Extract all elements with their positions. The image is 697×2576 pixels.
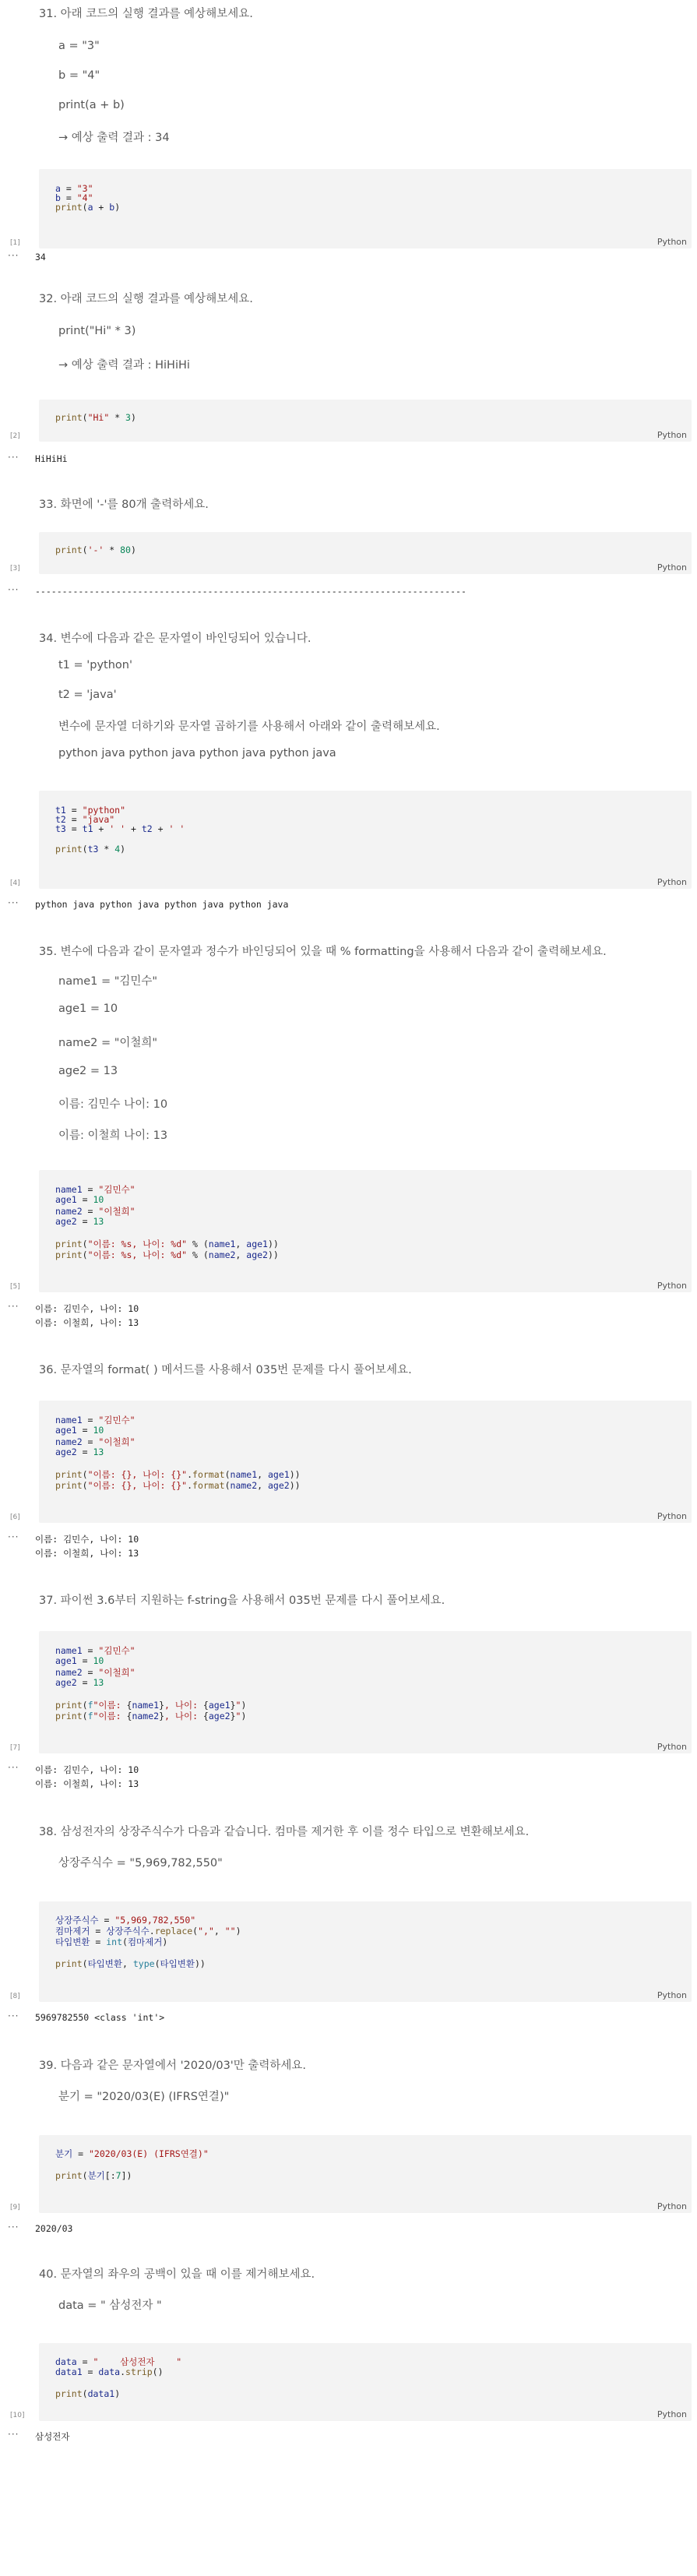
language-label[interactable]: Python [657,237,687,247]
code-cell[interactable] [10,1401,692,1523]
code-line: print(타입변환, type(타입변환)) [55,1958,206,1969]
question-detail: python java python java python java python java [58,747,336,759]
code-line: age2 = 13 [55,1677,104,1688]
code-line: print("이름: {}, 나이: {}".format(name1, age1)) [55,1469,301,1480]
question-title: 38. 삼성전자의 상장주식수가 다음과 같습니다. 컴마를 제거한 후 이를 정수 타입으로 변환해보세요. [39,1826,530,1838]
question-detail: b = "4" [58,69,100,82]
code-line: print(t3 * 4) [55,844,126,855]
language-label[interactable]: Python [657,1742,687,1752]
question-detail: t2 = 'java' [58,689,117,701]
code-cell[interactable] [10,1901,692,2002]
code-cell[interactable] [10,2343,692,2421]
output-line: 이름: 이철희, 나이: 13 [35,1317,139,1328]
code-line: name2 = "이철희" [55,1436,136,1447]
question-title: 33. 화면에 '-'를 80개 출력하세요. [39,499,209,511]
execution-count: [5] [10,1283,20,1291]
question-detail: 이름: 김민수 나이: 10 [58,1098,168,1111]
execution-count: [1] [10,239,20,247]
code-line: name1 = "김민수" [55,1415,136,1425]
code-line: data = " 삼성전자 " [55,2356,182,2367]
output-line: 5969782550 <class 'int'> [35,2012,165,2023]
output-toggle-icon[interactable]: ··· [8,250,19,261]
output-toggle-icon[interactable]: ··· [8,1762,19,1773]
output-toggle-icon[interactable]: ··· [8,2010,19,2021]
code-line: print("Hi" * 3) [55,412,136,423]
output-toggle-icon[interactable]: ··· [8,1531,19,1542]
execution-count: [4] [10,879,20,887]
question-detail: name1 = "김민수" [58,975,158,988]
question-detail: 상장주식수 = "5,969,782,550" [58,1857,223,1869]
question-detail: a = "3" [58,40,100,52]
code-line: name1 = "김민수" [55,1184,136,1195]
output-toggle-icon[interactable]: ··· [8,897,19,908]
output-line: 삼성전자 [35,2431,70,2442]
code-line: t1 = "python" [55,805,126,816]
question-detail: data = " 삼성전자 " [58,2299,162,2312]
code-line: b = "4" [55,192,93,203]
code-line: name2 = "이철희" [55,1667,136,1678]
question-detail: 이름: 이철희 나이: 13 [58,1129,168,1142]
output-line: HiHiHi [35,453,68,464]
code-line: age2 = 13 [55,1447,104,1457]
code-line: age1 = 10 [55,1194,104,1205]
language-label[interactable]: Python [657,562,687,573]
language-label[interactable]: Python [657,877,687,887]
execution-count: [10] [10,2412,25,2419]
code-cell[interactable] [10,1631,692,1753]
code-line: print(data1) [55,2388,121,2399]
code-line: print(a + b) [55,202,121,213]
output-line: 이름: 김민수, 나이: 10 [35,1534,139,1545]
output-line: 이름: 이철희, 나이: 13 [35,1548,139,1559]
code-line: print("이름: %s, 나이: %d" % (name2, age2)) [55,1249,279,1260]
question-detail: 분기 = "2020/03(E) (IFRS연결)" [58,2091,230,2103]
output-line: 이름: 이철희, 나이: 13 [35,1778,139,1789]
code-line: print(분기[:7]) [55,2170,132,2181]
output-toggle-icon[interactable]: ··· [8,452,19,463]
execution-count: [2] [10,432,20,440]
output-line: 34 [35,252,46,263]
execution-count: [3] [10,565,20,573]
output-toggle-icon[interactable]: ··· [8,584,19,595]
question-title: 31. 아래 코드의 실행 결과를 예상해보세요. [39,8,253,20]
code-cell[interactable] [10,791,692,889]
code-line: data1 = data.strip() [55,2366,164,2377]
output-line: 이름: 김민수, 나이: 10 [35,1764,139,1775]
code-line: 상장주식수 = "5,969,782,550" [55,1915,196,1926]
output-line: -------------------------------------------------------------------------------- [35,586,466,597]
code-line: print(f"이름: {name2}, 나이: {age2}") [55,1711,247,1721]
code-line: age1 = 10 [55,1425,104,1436]
code-line: print(f"이름: {name1}, 나이: {age1}") [55,1700,247,1711]
code-line: name1 = "김민수" [55,1645,136,1656]
code-line: name2 = "이철희" [55,1206,136,1217]
code-line: a = "3" [55,183,93,194]
code-line: t3 = t1 + ' ' + t2 + ' ' [55,823,185,834]
execution-count: [8] [10,1993,20,2000]
language-label[interactable]: Python [657,430,687,440]
code-cell[interactable] [10,532,692,574]
question-detail: print(a + b) [58,99,125,111]
code-line: 컴마제거 = 상장주식수.replace(",", "") [55,1926,241,1936]
code-line: t2 = "java" [55,814,115,825]
code-line: 타입변환 = int(컴마제거) [55,1936,168,1947]
code-line: age2 = 13 [55,1216,104,1227]
question-title: 34. 변수에 다음과 같은 문자열이 바인딩되어 있습니다. [39,633,312,645]
language-label[interactable]: Python [657,1511,687,1521]
language-label[interactable]: Python [657,1281,687,1291]
code-line: age1 = 10 [55,1655,104,1666]
question-detail: age1 = 10 [58,1003,118,1015]
output-toggle-icon[interactable]: ··· [8,2429,19,2440]
code-line: print("이름: {}, 나이: {}".format(name2, age2)) [55,1480,301,1491]
output-line: 2020/03 [35,2223,73,2234]
question-title: 39. 다음과 같은 문자열에서 '2020/03'만 출력하세요. [39,2060,307,2072]
code-line: print('-' * 80) [55,544,136,555]
output-line: 이름: 김민수, 나이: 10 [35,1303,139,1314]
question-title: 40. 문자열의 좌우의 공백이 있을 때 이를 제거해보세요. [39,2268,315,2281]
question-detail: 변수에 문자열 더하기와 문자열 곱하기를 사용해서 아래와 같이 출력해보세요. [58,721,440,733]
code-cell[interactable] [10,1170,692,1292]
question-title: 32. 아래 코드의 실행 결과를 예상해보세요. [39,293,253,305]
code-cell[interactable] [10,169,692,248]
question-title: 36. 문자열의 format( ) 메서드를 사용해서 035번 문제를 다시 풀어보세요. [39,1364,412,1376]
execution-count: [9] [10,2204,20,2211]
question-detail: name2 = "이철희" [58,1037,158,1049]
code-cell[interactable] [10,2135,692,2213]
output-toggle-icon[interactable]: ··· [8,1301,19,1312]
question-detail: age2 = 13 [58,1065,118,1077]
execution-count: [7] [10,1744,20,1752]
code-line: print("이름: %s, 나이: %d" % (name1, age1)) [55,1239,279,1249]
question-detail: print("Hi" * 3) [58,325,136,337]
question-detail: → 예상 출력 결과 : HiHiHi [58,359,190,372]
language-label[interactable]: Python [657,2409,687,2419]
code-line: 분기 = "2020/03(E) (IFRS연결)" [55,2148,209,2159]
question-title: 35. 변수에 다음과 같이 문자열과 정수가 바인딩되어 있을 때 % formatting을 사용해서 다음과 같이 출력해보세요. [39,946,607,958]
question-title: 37. 파이썬 3.6부터 지원하는 f-string을 사용해서 035번 문제를 다시 풀어보세요. [39,1595,445,1607]
language-label[interactable]: Python [657,1990,687,2000]
execution-count: [6] [10,1514,20,1521]
language-label[interactable]: Python [657,2201,687,2211]
question-detail: t1 = 'python' [58,659,132,671]
question-detail: → 예상 출력 결과 : 34 [58,132,170,144]
output-toggle-icon[interactable]: ··· [8,2222,19,2232]
code-cell[interactable] [10,400,692,442]
output-line: python java python java python java python java [35,899,289,910]
